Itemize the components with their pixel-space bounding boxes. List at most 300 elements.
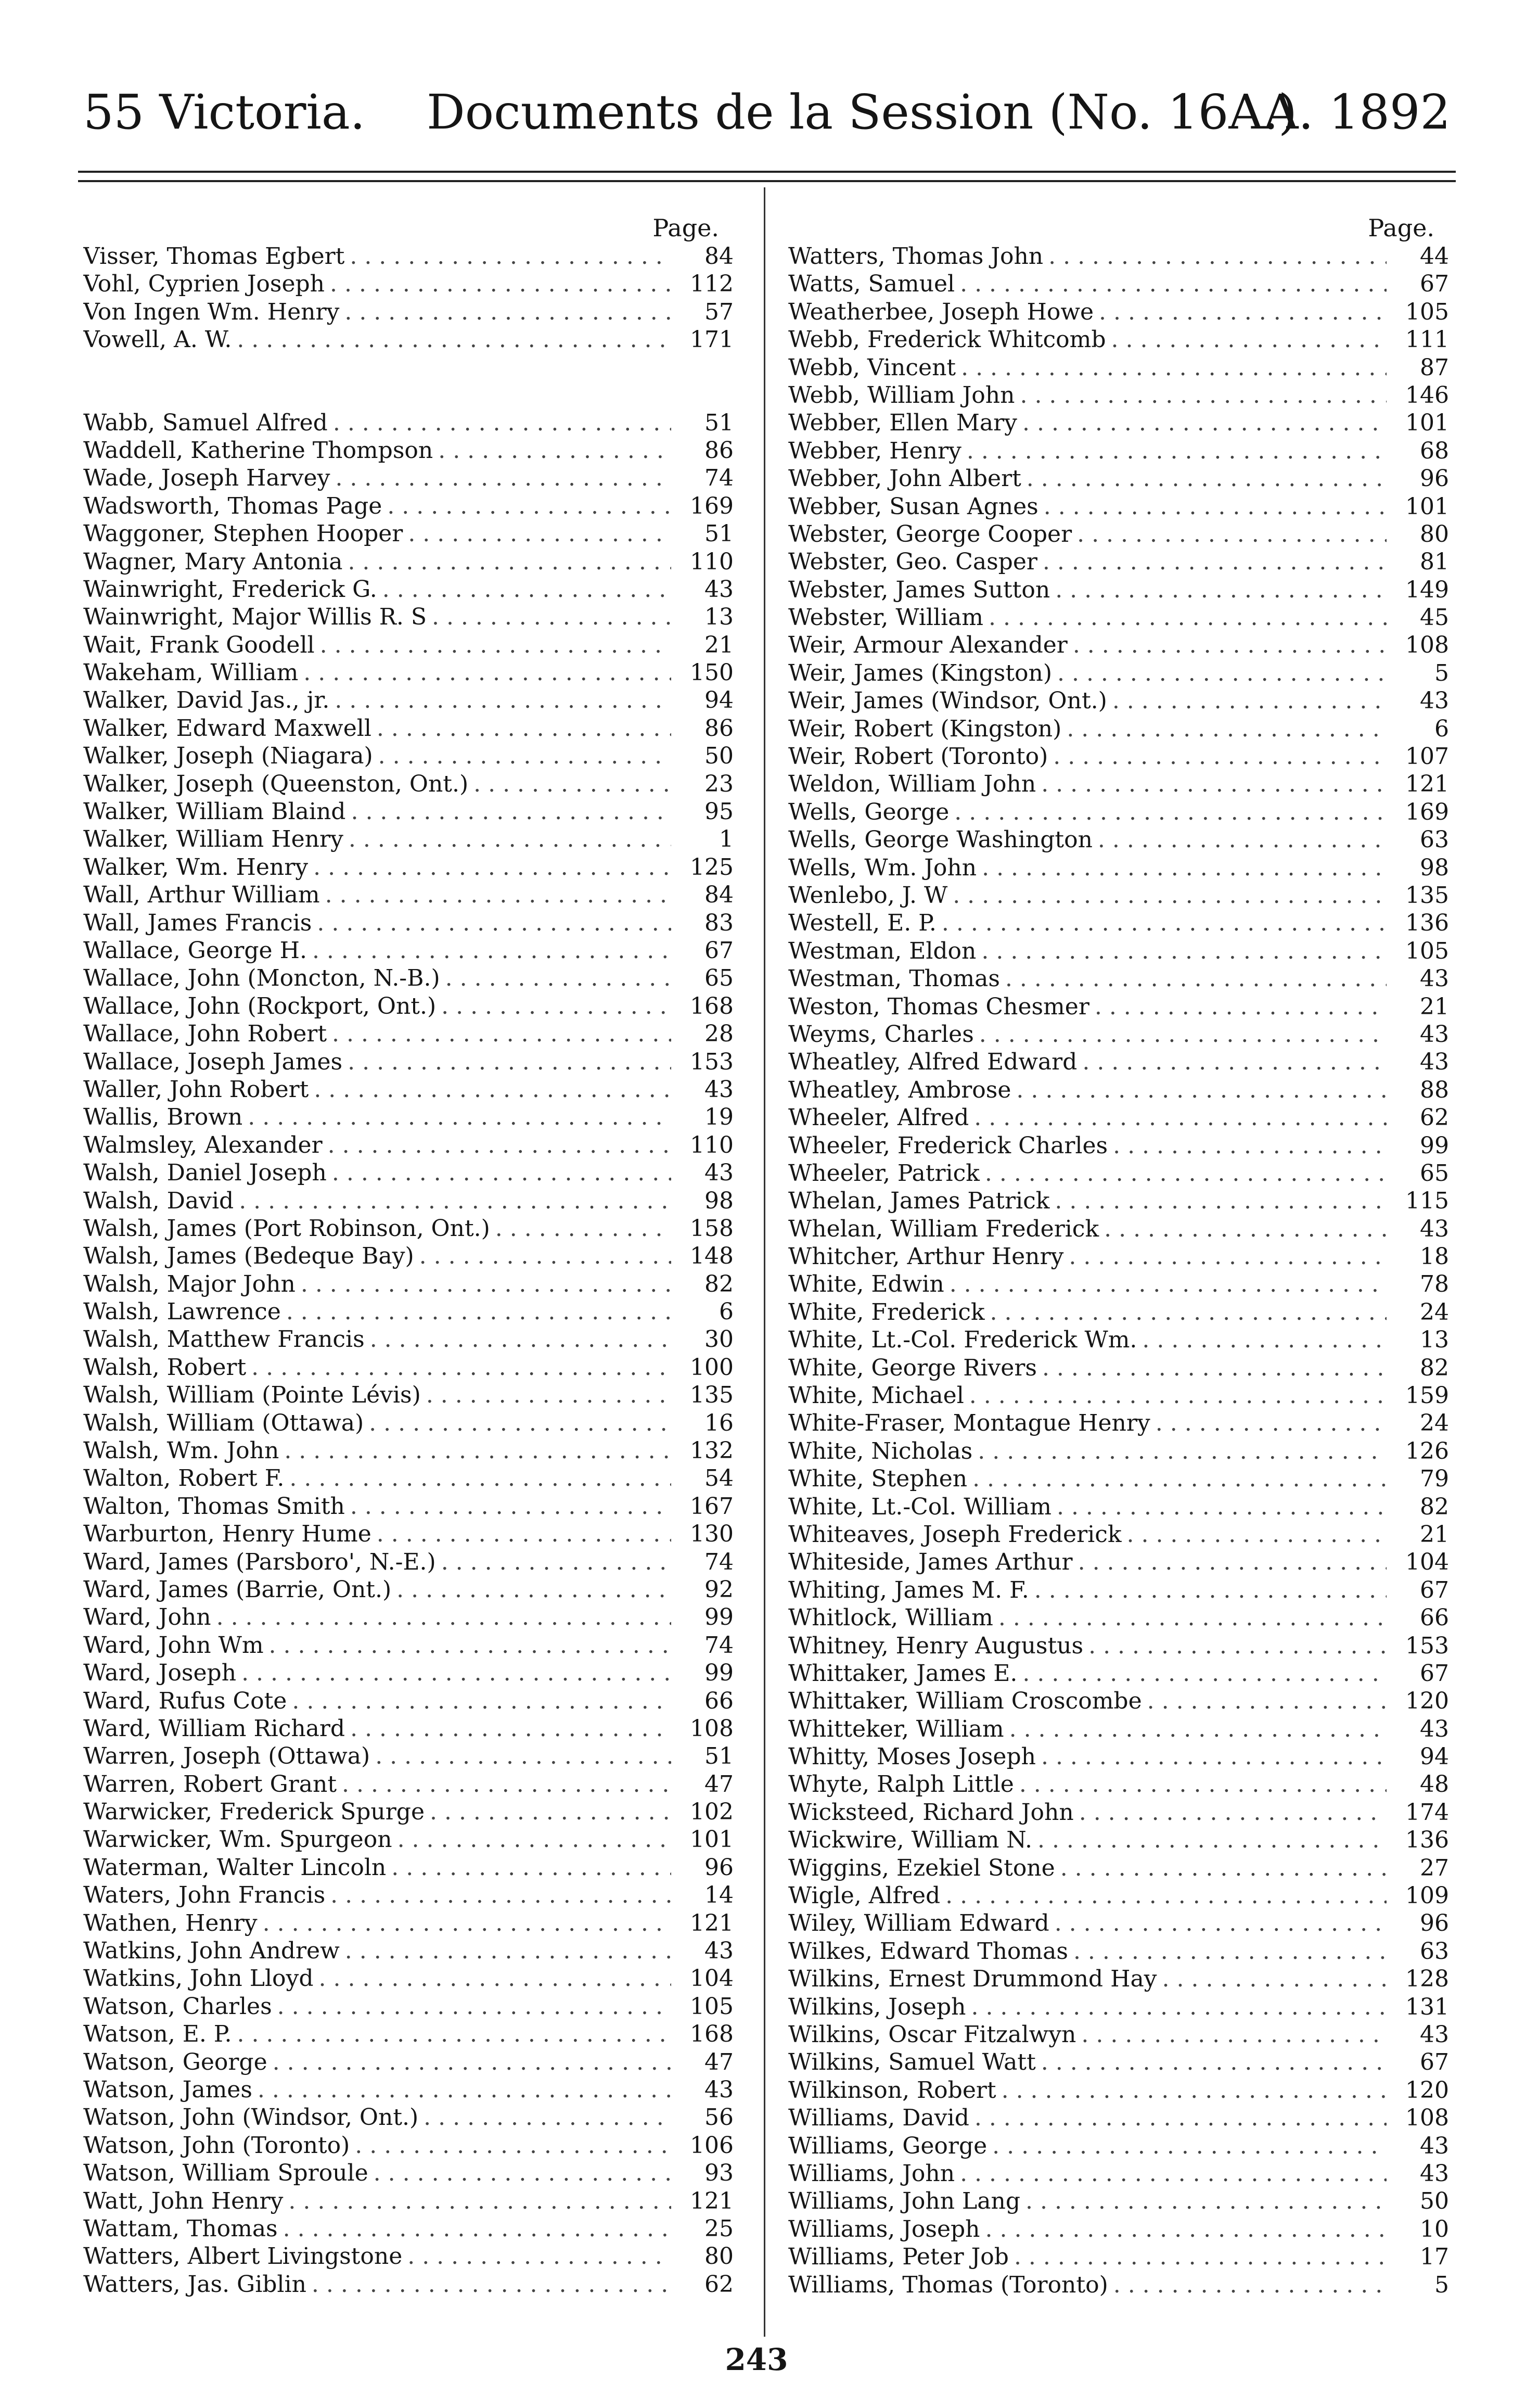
index-entry	[83, 2271, 734, 2298]
leader-dots	[1016, 1076, 1387, 1104]
entry-name: Walsh, James (Port Robinson, Ont.)	[83, 1215, 490, 1242]
leader-dots	[1067, 715, 1387, 743]
leader-dots	[382, 576, 671, 603]
index-entry	[83, 1409, 734, 1437]
index-entry	[83, 1770, 734, 1798]
entry-name: Weston, Thomas Chesmer	[788, 993, 1089, 1020]
leader-dots	[248, 1103, 671, 1131]
entry-name: Watson, John (Windsor, Ont.)	[83, 2104, 419, 2131]
entry-page: 62	[1420, 1104, 1449, 1131]
entry-name: Wattam, Thomas	[83, 2215, 278, 2242]
index-entry	[788, 1909, 1449, 1937]
index-entry	[83, 1881, 734, 1909]
leader-dots	[407, 2243, 671, 2270]
index-entry	[83, 576, 734, 603]
entry-name: Wathen, Henry	[83, 1909, 258, 1936]
entry-page: 43	[1420, 2160, 1449, 2187]
entry-page: 62	[704, 2271, 734, 2298]
leader-dots	[982, 854, 1387, 882]
entry-page: 6	[1434, 715, 1449, 742]
entry-page: 74	[704, 1632, 734, 1659]
index-entry	[788, 1521, 1449, 1548]
leader-dots	[441, 1548, 671, 1576]
index-entry	[788, 659, 1449, 687]
leader-dots	[1098, 826, 1387, 853]
index-entry	[788, 409, 1449, 437]
index-entry	[83, 1993, 734, 2020]
entry-name: Walsh, Lawrence	[83, 1298, 281, 1326]
index-entry	[788, 1826, 1449, 1854]
entry-name: Walker, Wm. Henry	[83, 853, 309, 881]
index-entry	[788, 1132, 1449, 1160]
entry-name: Whitlock, William	[788, 1604, 993, 1632]
entry-page: 101	[1405, 493, 1449, 520]
entry-page: 102	[690, 1799, 734, 1826]
entry-page: 88	[1420, 1076, 1449, 1103]
entry-name: Wheatley, Alfred Edward	[788, 1049, 1078, 1076]
entry-page: 43	[704, 576, 734, 603]
entry-page: 125	[690, 853, 734, 881]
entry-name: Wallace, Joseph James	[83, 1048, 343, 1075]
index-entry	[83, 909, 734, 937]
index-entry	[83, 798, 734, 825]
leader-dots	[989, 604, 1387, 631]
leader-dots	[237, 2020, 671, 2048]
leader-dots	[1078, 1548, 1387, 1576]
index-entry	[83, 1381, 734, 1409]
entry-page: 81	[1420, 549, 1449, 576]
index-entry	[788, 2271, 1449, 2299]
leader-dots	[1022, 1660, 1387, 1687]
entry-name: Westman, Thomas	[788, 965, 1000, 992]
entry-name: Williams, Peter Job	[788, 2244, 1009, 2271]
entry-name: Weir, James (Kingston)	[788, 659, 1052, 686]
entry-name: White, Nicholas	[788, 1437, 973, 1464]
leader-dots	[978, 1437, 1387, 1465]
index-entry	[788, 1270, 1449, 1298]
entry-name: Webster, Geo. Casper	[788, 549, 1037, 576]
entry-page: 108	[690, 1715, 734, 1742]
index-entry	[788, 2104, 1449, 2132]
entry-name: Whitney, Henry Augustus	[788, 1632, 1084, 1659]
entry-name: Wallace, John (Rockport, Ont.)	[83, 992, 437, 1020]
entry-page: 13	[704, 604, 734, 631]
entry-page: 168	[690, 992, 734, 1020]
leader-dots	[1022, 409, 1387, 437]
entry-name: Wells, George Washington	[788, 826, 1093, 853]
entry-name: Wheatley, Ambrose	[788, 1076, 1011, 1103]
index-entry	[788, 965, 1449, 992]
entry-page: 159	[1405, 1382, 1449, 1409]
entry-name: Whitty, Moses Joseph	[788, 1743, 1036, 1770]
index-entry	[788, 548, 1449, 576]
leader-dots	[370, 1326, 671, 1353]
leader-dots	[313, 853, 671, 881]
index-entry	[83, 770, 734, 798]
leader-dots	[1037, 1826, 1387, 1854]
index-group-w	[83, 409, 734, 2299]
index-entry	[788, 326, 1449, 353]
entry-name: Westell, E. P.	[788, 910, 937, 937]
entry-name: Watters, Albert Livingstone	[83, 2243, 403, 2270]
entry-page: 100	[690, 1354, 734, 1381]
index-entry	[788, 1493, 1449, 1521]
leader-dots	[1020, 381, 1387, 409]
leader-dots	[1112, 687, 1387, 715]
index-entry	[83, 464, 734, 492]
index-entry	[83, 1437, 734, 1464]
entry-page: 150	[690, 659, 734, 686]
entry-page: 108	[1405, 632, 1449, 659]
index-entry	[788, 1298, 1449, 1326]
index-entry	[83, 1354, 734, 1381]
entry-page: 112	[690, 271, 734, 298]
entry-page: 136	[1405, 910, 1449, 937]
leader-dots	[1002, 2076, 1387, 2104]
entry-name: Walker, Joseph (Queenston, Ont.)	[83, 770, 469, 797]
header-rule-top	[78, 171, 1456, 173]
entry-page: 43	[704, 1938, 734, 1965]
entry-page: 24	[1420, 1410, 1449, 1437]
entry-page: 93	[704, 2160, 734, 2187]
index-entry	[83, 1937, 734, 1965]
entry-page: 131	[1405, 1993, 1449, 2020]
leader-dots	[1055, 1187, 1387, 1215]
leader-dots	[998, 1604, 1387, 1632]
leader-dots	[1048, 243, 1387, 270]
entry-page: 27	[1420, 1854, 1449, 1881]
entry-page: 51	[704, 409, 734, 436]
leader-dots	[1034, 1576, 1387, 1604]
index-entry	[83, 992, 734, 1020]
leader-dots	[954, 798, 1387, 826]
entry-name: Wallace, John Robert	[83, 1021, 327, 1048]
entry-name: Ward, Rufus Cote	[83, 1687, 287, 1714]
entry-name: Wiggins, Ezekiel Stone	[788, 1854, 1055, 1881]
index-entry	[788, 298, 1449, 326]
entry-page: 6	[719, 1298, 734, 1326]
entry-page: 99	[1420, 1132, 1449, 1159]
entry-name: Watson, Charles	[83, 1993, 272, 2020]
entry-page: 99	[704, 1660, 734, 1687]
entry-name: Webber, Susan Agnes	[788, 493, 1038, 520]
entry-page: 168	[690, 2021, 734, 2048]
entry-page: 94	[1420, 1743, 1449, 1770]
entry-name: Wall, Arthur William	[83, 882, 320, 909]
entry-page: 65	[1420, 1160, 1449, 1187]
entry-page: 149	[1405, 576, 1449, 603]
entry-name: Ward, William Richard	[83, 1715, 345, 1742]
leader-dots	[1073, 1938, 1387, 1965]
index-entry	[83, 409, 734, 437]
index-entry	[83, 548, 734, 576]
index-entry	[83, 520, 734, 547]
leader-dots	[945, 1882, 1387, 1909]
entry-page: 74	[704, 1548, 734, 1575]
index-entry	[788, 1409, 1449, 1437]
index-entry	[788, 2076, 1449, 2104]
entry-name: Watkins, John Lloyd	[83, 1965, 314, 1992]
entry-page: 21	[1420, 993, 1449, 1020]
entry-name: Wenlebo, J. W	[788, 882, 948, 909]
entry-page: 1	[719, 826, 734, 853]
entry-page: 84	[704, 243, 734, 270]
index-entry	[788, 1104, 1449, 1131]
entry-page: 80	[704, 2243, 734, 2270]
leader-dots	[351, 798, 671, 825]
leader-dots	[424, 2104, 671, 2131]
entry-name: Wheeler, Alfred	[788, 1104, 969, 1131]
index-entry	[788, 1938, 1449, 1965]
entry-page: 110	[690, 548, 734, 575]
leader-dots	[332, 1159, 671, 1187]
entry-page: 153	[690, 1048, 734, 1075]
entry-name: Wilkinson, Robert	[788, 2076, 996, 2104]
leader-dots	[1113, 2271, 1387, 2299]
entry-name: Webber, John Albert	[788, 465, 1021, 492]
index-entry	[83, 1159, 734, 1187]
entry-name: Williams, David	[788, 2105, 969, 2132]
entry-page: 43	[1420, 1049, 1449, 1076]
entry-name: Weir, James (Windsor, Ont.)	[788, 687, 1107, 715]
entry-page: 98	[704, 1187, 734, 1214]
entry-name: Watters, Thomas John	[788, 243, 1044, 270]
leader-dots	[269, 1632, 671, 1659]
leader-dots	[1053, 743, 1387, 770]
index-entry	[788, 2048, 1449, 2076]
index-entry	[83, 2104, 734, 2131]
entry-name: Waggoner, Stephen Hooper	[83, 520, 403, 547]
index-entry	[788, 854, 1449, 882]
entry-name: Wigle, Alfred	[788, 1882, 941, 1909]
entry-name: Wells, George	[788, 798, 950, 825]
page-number: 243	[725, 2342, 788, 2377]
entry-name: Westman, Eldon	[788, 937, 977, 964]
entry-page: 63	[1420, 826, 1449, 853]
index-entry	[83, 1048, 734, 1076]
entry-name: Waddell, Katherine Thompson	[83, 437, 433, 464]
entry-page: 92	[704, 1576, 734, 1603]
entry-name: Webb, Frederick Whitcomb	[788, 326, 1106, 353]
leader-dots	[286, 1298, 671, 1326]
entry-name: Wabb, Samuel Alfred	[83, 409, 328, 436]
leader-dots	[953, 882, 1387, 909]
entry-page: 19	[704, 1104, 734, 1131]
leader-dots	[1162, 1965, 1387, 1993]
entry-name: Whiteaves, Joseph Frederick	[788, 1521, 1122, 1548]
leader-dots	[1156, 1409, 1387, 1437]
leader-dots	[1055, 1909, 1387, 1937]
entry-page: 101	[1405, 410, 1449, 437]
entry-name: Watson, E. P.	[83, 2021, 232, 2048]
entry-page: 104	[1405, 1549, 1449, 1576]
index-entry	[788, 909, 1449, 937]
index-entry	[788, 1993, 1449, 2021]
entry-page: 107	[1405, 743, 1449, 770]
index-entry	[83, 937, 734, 964]
entry-name: Walsh, James (Bedeque Bay)	[83, 1243, 414, 1270]
index-entry	[83, 1659, 734, 1687]
leader-dots	[990, 1298, 1387, 1326]
entry-page: 79	[1420, 1466, 1449, 1493]
leader-dots	[396, 1576, 671, 1603]
index-entry	[83, 1798, 734, 1826]
index-entry	[83, 492, 734, 520]
entry-page: 128	[1405, 1966, 1449, 1993]
entry-page: 67	[1420, 1660, 1449, 1687]
index-entry	[83, 1687, 734, 1715]
entry-page: 28	[704, 1021, 734, 1048]
entry-page: 23	[704, 770, 734, 797]
index-entry	[788, 437, 1449, 465]
entry-page: 25	[704, 2215, 734, 2242]
entry-name: Webb, Vincent	[788, 354, 956, 381]
leader-dots	[314, 1076, 671, 1103]
index-entry	[83, 2076, 734, 2104]
leader-dots	[251, 1354, 671, 1381]
index-entry	[83, 1298, 734, 1326]
entry-page: 135	[1405, 882, 1449, 909]
entry-name: Walker, William Henry	[83, 826, 343, 853]
entry-name: Whyte, Ralph Little	[788, 1771, 1014, 1798]
leader-dots	[975, 2104, 1387, 2132]
entry-page: 51	[704, 1743, 734, 1770]
leader-dots	[330, 270, 671, 298]
entry-page: 54	[704, 1465, 734, 1492]
entry-page: 98	[1420, 854, 1449, 881]
leader-dots	[273, 2048, 671, 2076]
leader-dots	[374, 2159, 671, 2187]
leader-dots	[263, 1909, 671, 1937]
index-entry	[83, 603, 734, 631]
entry-name: Williams, Joseph	[788, 2215, 980, 2243]
index-entry	[83, 326, 734, 353]
index-entry	[83, 437, 734, 464]
leader-dots	[1142, 1326, 1387, 1354]
index-column-left	[83, 213, 734, 2298]
entry-page: 43	[704, 2076, 734, 2103]
index-entry	[788, 465, 1449, 492]
entry-page: 82	[1420, 1354, 1449, 1381]
index-entry	[788, 354, 1449, 381]
leader-dots	[1060, 1854, 1387, 1882]
index-entry	[788, 493, 1449, 520]
leader-dots	[377, 1520, 671, 1548]
leader-dots	[1127, 1521, 1387, 1548]
leader-dots	[312, 937, 671, 964]
index-entry	[788, 1548, 1449, 1576]
index-entry	[788, 1660, 1449, 1687]
leader-dots	[319, 1965, 671, 1992]
index-entry	[83, 298, 734, 326]
entry-page: 43	[1420, 2132, 1449, 2159]
entry-name: Watkins, John Andrew	[83, 1938, 340, 1965]
index-entry	[83, 1854, 734, 1881]
index-entry	[788, 381, 1449, 409]
entry-name: Walker, William Blaind	[83, 798, 346, 825]
leader-dots	[332, 1020, 671, 1048]
entry-name: Weyms, Charles	[788, 1021, 974, 1048]
page-column-label: Page.	[1368, 214, 1434, 242]
leader-dots	[378, 742, 671, 770]
entry-name: Walsh, Major John	[83, 1270, 296, 1297]
index-entry	[788, 1465, 1449, 1493]
index-entry	[788, 2132, 1449, 2160]
leader-dots	[1041, 770, 1387, 798]
entry-name: Wiley, William Edward	[788, 1910, 1049, 1937]
index-entry	[788, 1882, 1449, 1909]
entry-name: Wallace, George H.	[83, 937, 307, 964]
entry-page: 136	[1405, 1827, 1449, 1854]
leader-dots	[237, 326, 671, 353]
entry-page: 99	[704, 1604, 734, 1631]
index-entry	[83, 2132, 734, 2159]
index-entry	[83, 1270, 734, 1298]
index-entry	[83, 1464, 734, 1492]
entry-page: 18	[1420, 1243, 1449, 1270]
leader-dots	[377, 715, 671, 742]
index-entry	[788, 743, 1449, 770]
index-entry	[788, 631, 1449, 659]
entry-name: White, Edwin	[788, 1271, 944, 1298]
leader-dots	[344, 298, 671, 326]
entry-page: 105	[1405, 298, 1449, 325]
index-entry	[788, 1743, 1449, 1770]
leader-dots	[350, 243, 671, 270]
index-entry	[83, 881, 734, 909]
leader-dots	[971, 1993, 1387, 2021]
index-entry	[788, 1715, 1449, 1743]
index-entry	[788, 798, 1449, 826]
leader-dots	[303, 659, 671, 686]
index-entry	[83, 1242, 734, 1270]
index-entry	[788, 1076, 1449, 1104]
leader-dots	[1055, 576, 1387, 604]
entry-name: Weir, Robert (Kingston)	[788, 715, 1062, 742]
entry-name: Wells, Wm. John	[788, 854, 977, 881]
entry-name: White, Frederick	[788, 1298, 985, 1326]
leader-dots	[1111, 326, 1387, 353]
leader-dots	[1104, 1215, 1387, 1243]
entry-name: Walton, Thomas Smith	[83, 1493, 345, 1520]
index-entry	[788, 1326, 1449, 1354]
leader-dots	[312, 2271, 671, 2298]
entry-name: Von Ingen Wm. Henry	[83, 298, 340, 325]
entry-name: Walsh, Daniel Joseph	[83, 1160, 327, 1187]
entry-name: Warwicker, Frederick Spurge	[83, 1799, 425, 1826]
entry-name: Walker, David Jas., jr.	[83, 687, 330, 714]
entry-name: Walton, Robert F.	[83, 1465, 285, 1492]
entry-page: 68	[1420, 437, 1449, 464]
entry-name: Weldon, William John	[788, 771, 1036, 798]
entry-name: Waller, John Robert	[83, 1076, 309, 1103]
entry-page: 44	[1420, 243, 1449, 270]
index-entry	[83, 1076, 734, 1103]
entry-page: 67	[1420, 1576, 1449, 1603]
entry-name: Warren, Robert Grant	[83, 1770, 337, 1798]
leader-dots	[1019, 1770, 1387, 1798]
entry-page: 43	[1420, 2021, 1449, 2048]
leader-dots	[950, 1270, 1387, 1298]
entry-page: 120	[1405, 2076, 1449, 2104]
index-entry	[788, 1021, 1449, 1048]
leader-dots	[1009, 1715, 1387, 1743]
index-entry	[788, 1048, 1449, 1076]
entry-page: 86	[704, 437, 734, 464]
index-group-v	[83, 243, 734, 354]
entry-name: Waterman, Walter Lincoln	[83, 1854, 387, 1881]
index-entry	[83, 1215, 734, 1242]
